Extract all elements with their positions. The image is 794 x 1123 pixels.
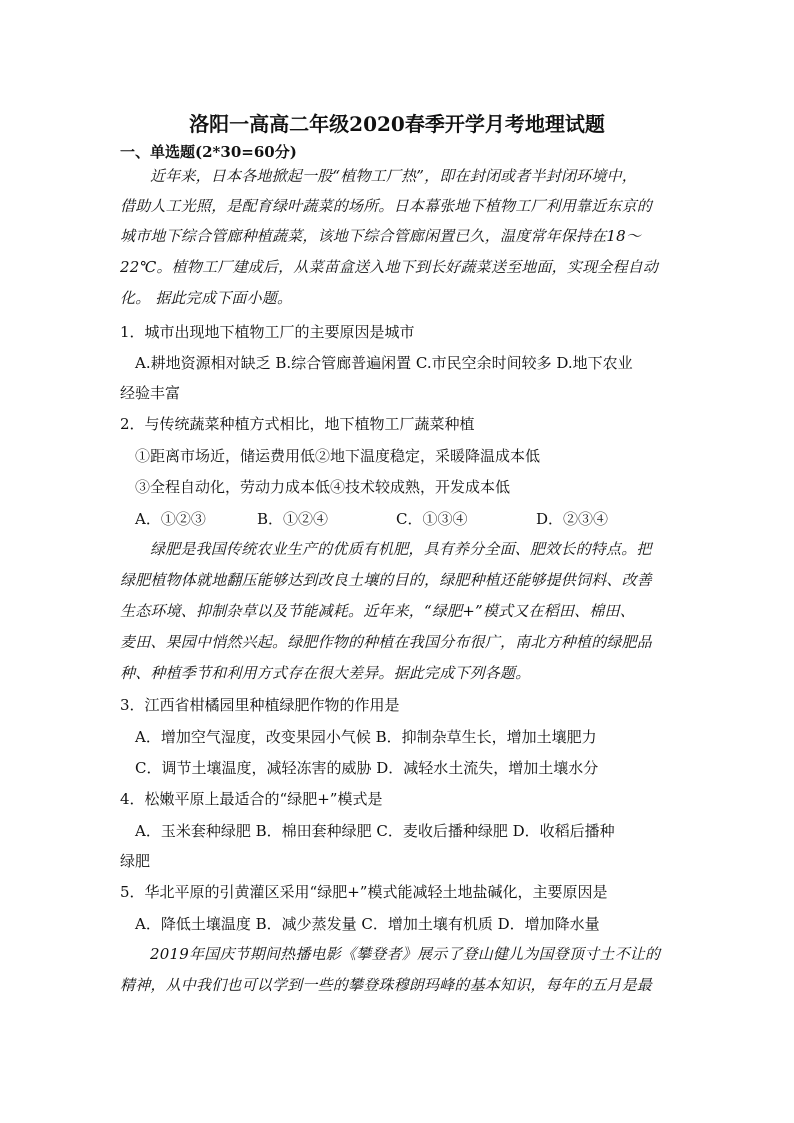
passage2-line3: 生态环境、抑制杂草以及节能减耗。近年来，“绿肥+”模式又在稻田、棉田、 (120, 602, 635, 620)
q4-options-line1: A．玉米套种绿肥 B．棉田套种绿肥 C．麦收后播种绿肥 D．收稻后播种 (135, 822, 615, 840)
q1-stem: 1．城市出现地下植物工厂的主要原因是城市 (120, 323, 415, 341)
q1-options: A.耕地资源相对缺乏 B.综合管廊普遍闲置 C.市民空余时间较多 D.地下农业 (135, 354, 633, 372)
passage3-line1: 2019年国庆节期间热播电影《攀登者》展示了登山健儿为国登顶寸土不让的 (150, 945, 661, 963)
passage1-line1: 近年来，日本各地掀起一股“植物工厂热”，即在封闭或者半封闭环境中， (150, 167, 637, 185)
passage1-line3: 城市地下综合管廊种植蔬菜，该地下综合管廊闲置已久，温度常年保持在18～ (120, 227, 642, 245)
q5-options-line1: A．降低土壤温度 B．减少蒸发量 C．增加土壤有机质 D．增加降水量 (135, 915, 600, 933)
q2-stem: 2．与传统蔬菜种植方式相比，地下植物工厂蔬菜种植 (120, 415, 475, 433)
q1-options-cont: 经验丰富 (120, 384, 181, 402)
q3-stem: 3．江西省柑橘园里种植绿肥作物的作用是 (120, 696, 400, 714)
passage2-line1: 绿肥是我国传统农业生产的优质有机肥，具有养分全面、肥效长的特点。把 (150, 540, 652, 558)
passage2-line5: 种、种植季节和利用方式存在很大差异。据此完成下列各题。 (120, 664, 531, 682)
section-heading: 一、单选题(2*30=60分) (120, 143, 297, 161)
q4-stem: 4．松嫩平原上最适合的“绿肥+”模式是 (120, 790, 383, 808)
passage1-line2: 借助人工光照，是配育绿叶蔬菜的场所。日本幕张地下植物工厂利用靠近东京的 (120, 197, 653, 215)
q3-options-line1: A．增加空气湿度，改变果园小气候 B．抑制杂草生长，增加土壤肥力 (135, 728, 597, 746)
q2-option-d: D．②③④ (536, 510, 609, 528)
exam-title: 洛阳一高高二年级2020春季开学月考地理试题 (189, 112, 605, 136)
q5-stem: 5．华北平原的引黄灌区采用“绿肥+”模式能减轻土地盐碱化，主要原因是 (120, 883, 608, 901)
q2-option-b: B．①②④ (257, 510, 329, 528)
q2-item1: ①距离市场近，储运费用低②地下温度稳定，采暖降温成本低 (135, 447, 541, 465)
q2-option-a: A．①②③ (135, 510, 206, 528)
passage1-line5: 化。 据此完成下面小题。 (120, 289, 293, 307)
passage2-line4: 麦田、果园中悄然兴起。绿肥作物的种植在我国分布很广，南北方种植的绿肥品 (120, 633, 653, 651)
passage3-line2: 精神，从中我们也可以学到一些的攀登珠穆朗玛峰的基本知识，每年的五月是最 (120, 976, 653, 994)
q2-option-c: C．①③④ (396, 510, 468, 528)
passage2-line2: 绿肥植物体就地翻压能够达到改良土壤的目的，绿肥种植还能够提供饲料、改善 (120, 571, 653, 589)
q2-item2: ③全程自动化，劳动力成本低④技术较成熟，开发成本低 (135, 478, 511, 496)
q4-options-cont: 绿肥 (120, 852, 151, 870)
q3-options-line2: C．调节土壤温度，减轻冻害的威胁 D．减轻水土流失，增加土壤水分 (135, 759, 599, 777)
passage1-line4: 22℃。植物工厂建成后，从菜苗盒送入地下到长好蔬菜送至地面，实现全程自动 (120, 258, 659, 276)
